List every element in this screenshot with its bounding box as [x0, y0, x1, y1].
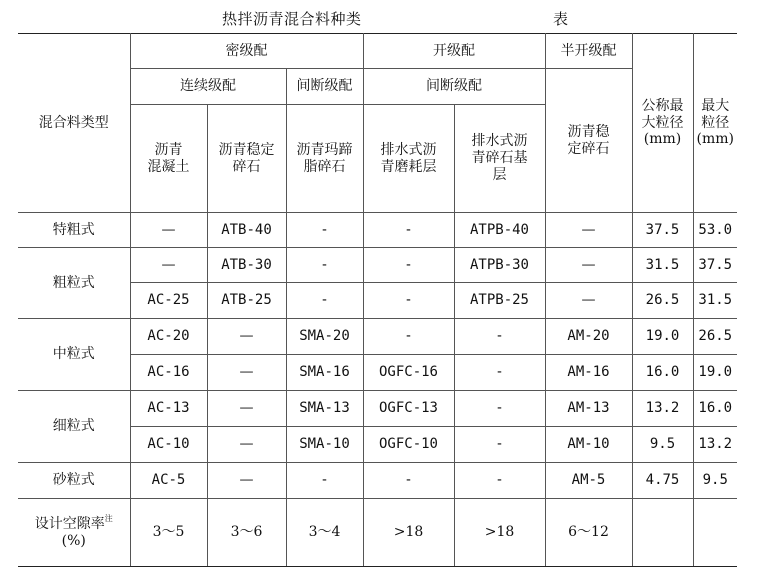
row-group-label: 中粒式 [18, 319, 130, 391]
header-atb-line-1: 沥青稳定 [218, 141, 275, 158]
cell-ogfc: - [363, 283, 454, 319]
header-atb [207, 105, 286, 213]
row-group-label: 细粒式 [18, 391, 130, 463]
header-atpb-line-1: 排水式沥 [471, 133, 528, 150]
cell-am: AM-5 [545, 463, 632, 499]
cell-am: AM-10 [545, 427, 632, 463]
cell-am: 6～12 [545, 499, 632, 567]
cell-sma: - [286, 248, 363, 283]
cell-atb: ATB-30 [207, 248, 286, 283]
cell-ogfc: >18 [363, 499, 454, 567]
cell-atpb: >18 [454, 499, 545, 567]
cell-am: — [545, 283, 632, 319]
cell-am: — [545, 248, 632, 283]
void-ratio-note-mark: 注 [104, 513, 113, 523]
cell-ac: AC-13 [130, 391, 207, 427]
cell-ac: AC-25 [130, 283, 207, 319]
header-atpb-line-3: 层 [492, 166, 507, 183]
row-group-label: 砂粒式 [18, 463, 130, 499]
cell-sma: SMA-20 [286, 319, 363, 355]
header-ac-line-1: 沥青 [154, 141, 183, 158]
header-ogfc-line-1: 排水式沥 [380, 141, 437, 158]
cell-max [693, 499, 737, 567]
cell-nominal: 37.5 [632, 213, 693, 248]
header-max-line-1: 最大 [701, 97, 730, 114]
void-ratio-label-text: 设计空隙率 [34, 515, 105, 532]
table-row [18, 391, 737, 427]
cell-am: AM-16 [545, 355, 632, 391]
table-title-suffix: 表 [553, 10, 569, 28]
cell-ogfc: - [363, 213, 454, 248]
cell-max: 31.5 [693, 283, 737, 319]
cell-max: 37.5 [693, 248, 737, 283]
cell-nominal: 31.5 [632, 248, 693, 283]
table-row-void-ratio [18, 499, 737, 567]
header-ogfc-line-2: 青磨耗层 [380, 158, 437, 175]
cell-am: AM-13 [545, 391, 632, 427]
cell-ac: — [130, 248, 207, 283]
header-am-line-1: 沥青稳 [567, 123, 610, 140]
cell-nominal: 9.5 [632, 427, 693, 463]
cell-atpb: - [454, 391, 545, 427]
cell-atb: — [207, 391, 286, 427]
cell-nominal: 13.2 [632, 391, 693, 427]
void-ratio-label [18, 499, 130, 567]
header-ogfc [363, 105, 454, 213]
header-max-line-3: (mm) [696, 131, 734, 148]
header-sma [286, 105, 363, 213]
header-open: 开级配 [363, 34, 545, 69]
cell-nominal: 16.0 [632, 355, 693, 391]
cell-max: 53.0 [693, 213, 737, 248]
cell-ogfc: OGFC-16 [363, 355, 454, 391]
cell-am: — [545, 213, 632, 248]
header-atpb-line-2: 青碎石基 [471, 150, 528, 167]
cell-sma: SMA-13 [286, 391, 363, 427]
cell-nominal: 19.0 [632, 319, 693, 355]
cell-ogfc: OGFC-10 [363, 427, 454, 463]
cell-atb: 3～6 [207, 499, 286, 567]
header-nominal-line-1: 公称最 [641, 97, 684, 114]
cell-ogfc: - [363, 319, 454, 355]
header-ac-line-2: 混凝土 [147, 158, 190, 175]
cell-atpb: ATPB-25 [454, 283, 545, 319]
header-max-size [693, 34, 737, 213]
header-sma-line-2: 脂碎石 [303, 158, 346, 175]
cell-nominal: 4.75 [632, 463, 693, 499]
cell-ac: AC-16 [130, 355, 207, 391]
cell-ogfc: - [363, 248, 454, 283]
cell-atpb: - [454, 463, 545, 499]
cell-max: 13.2 [693, 427, 737, 463]
header-nominal-line-2: 大粒径 [641, 114, 684, 131]
cell-ogfc: OGFC-13 [363, 391, 454, 427]
asphalt-mix-table [18, 33, 737, 567]
header-atb-line-2: 碎石 [232, 158, 261, 175]
cell-ac: 3～5 [130, 499, 207, 567]
cell-ac: AC-10 [130, 427, 207, 463]
cell-atb: — [207, 355, 286, 391]
cell-am: AM-20 [545, 319, 632, 355]
cell-sma: SMA-10 [286, 427, 363, 463]
table-row [18, 463, 737, 499]
header-max-line-2: 粒径 [701, 114, 730, 131]
cell-atb: ATB-25 [207, 283, 286, 319]
cell-nominal [632, 499, 693, 567]
table-title [0, 8, 762, 30]
header-dense: 密级配 [130, 34, 363, 69]
header-atpb [454, 105, 545, 213]
header-nominal-line-3: (mm) [643, 131, 682, 148]
header-continuous: 连续级配 [130, 69, 286, 105]
cell-atpb: ATPB-30 [454, 248, 545, 283]
cell-max: 26.5 [693, 319, 737, 355]
cell-atb: — [207, 463, 286, 499]
cell-ogfc: - [363, 463, 454, 499]
row-group-label: 粗粒式 [18, 248, 130, 319]
cell-sma: 3～4 [286, 499, 363, 567]
table-title-text: 热拌沥青混合料种类 [222, 10, 362, 28]
cell-atpb: ATPB-40 [454, 213, 545, 248]
table-row [18, 248, 737, 283]
cell-sma: SMA-16 [286, 355, 363, 391]
cell-ac: — [130, 213, 207, 248]
cell-atpb: - [454, 319, 545, 355]
header-sma-line-1: 沥青玛蹄 [296, 141, 353, 158]
cell-atpb: - [454, 427, 545, 463]
row-group-label: 特粗式 [18, 213, 130, 248]
cell-ac: AC-20 [130, 319, 207, 355]
cell-sma: - [286, 213, 363, 248]
cell-atb: — [207, 427, 286, 463]
void-ratio-unit: (%) [61, 532, 86, 549]
cell-ac: AC-5 [130, 463, 207, 499]
cell-atb: ATB-40 [207, 213, 286, 248]
cell-sma: - [286, 463, 363, 499]
header-am [545, 69, 632, 213]
header-gap-dense: 间断级配 [286, 69, 363, 105]
header-mix-type: 混合料类型 [18, 34, 130, 213]
cell-max: 9.5 [693, 463, 737, 499]
header-asphalt-concrete [130, 105, 207, 213]
table-row [18, 213, 737, 248]
header-nominal-max-size [632, 34, 693, 213]
cell-nominal: 26.5 [632, 283, 693, 319]
header-am-line-2: 定碎石 [567, 140, 610, 157]
cell-max: 19.0 [693, 355, 737, 391]
cell-max: 16.0 [693, 391, 737, 427]
table-row [18, 319, 737, 355]
cell-sma: - [286, 283, 363, 319]
header-semi-open: 半开级配 [545, 34, 632, 69]
header-gap-open: 间断级配 [363, 69, 545, 105]
cell-atb: — [207, 319, 286, 355]
cell-atpb: - [454, 355, 545, 391]
